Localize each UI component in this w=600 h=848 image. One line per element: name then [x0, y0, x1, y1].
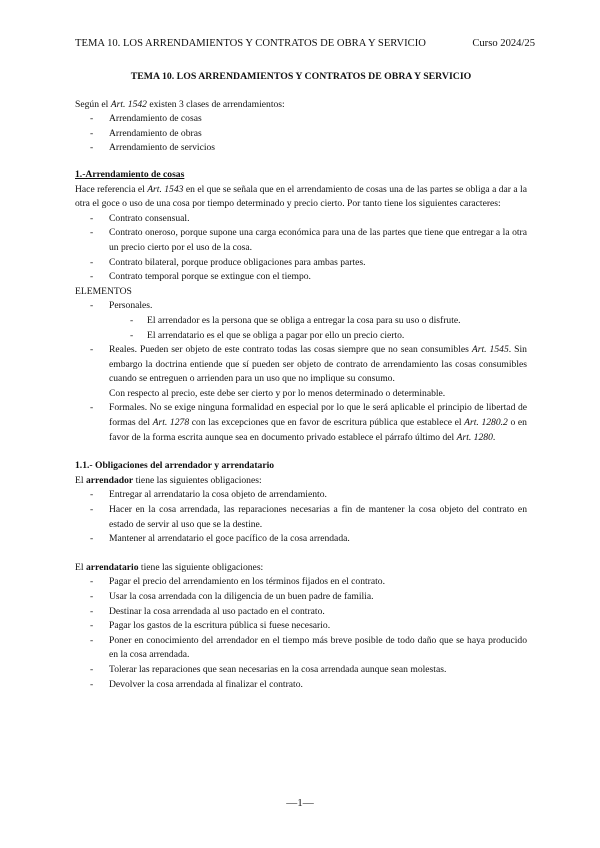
header-course: Curso 2024/25: [472, 38, 535, 49]
list-item: - Pagar el precio del arrendamiento en los términos fijados en el contrato.: [75, 575, 527, 590]
list-item-personales: [75, 299, 527, 343]
price-note: Con respecto al precio, este debe ser cierto y por lo menos determinado o determinable.: [109, 387, 446, 399]
item-text: .: [492, 431, 496, 443]
list-item: - Contrato oneroso, porque supone una carga económica para una de las partes que tiene que entregar a la otra un precio cierto por el uso de la cosa.: [75, 226, 527, 255]
intro-text: Según el: [75, 98, 111, 110]
article-ref: Art. 1542: [110, 98, 147, 110]
article-ref: Art. 1280: [456, 431, 493, 443]
document-title: TEMA 10. LOS ARRENDAMIENTOS Y CONTRATOS DE OBRA Y SERVICIO: [130, 71, 472, 82]
spacer: [75, 547, 527, 561]
page-number: —1—: [286, 797, 314, 809]
para-text: Hace referencia el: [75, 183, 148, 195]
arrendador-intro: [75, 474, 527, 489]
arrendatario-intro: [75, 561, 527, 576]
list-item: - Devolver la cosa arrendada al finalizar el contrato.: [75, 678, 527, 693]
article-ref: Art. 1545: [471, 344, 509, 356]
arrendatario-obligations-list: [75, 575, 527, 692]
item-text: Formales. No se exige ninguna formalidad en especial por lo que le será aplicable el principio de libertad de formas del: [109, 402, 527, 429]
list-item: - Arrendamiento de servicios: [75, 141, 527, 156]
bold-term: arrendatario: [85, 561, 139, 573]
list-item: - Entregar al arrendatario la cosa objeto de arrendamiento.: [75, 488, 527, 503]
article-ref: Art. 1280.2: [464, 417, 508, 429]
sub-list-item: - El arrendatario es el que se obliga a pagar por ello un precio cierto.: [75, 329, 527, 344]
list-item: - Tolerar las reparaciones que sean necesarias en la cosa arrendada aunque sean molestas.: [75, 663, 527, 678]
list-item: - Pagar los gastos de la escritura pública si fuese necesario.: [75, 619, 527, 634]
section-paragraph: [75, 183, 527, 212]
item-text-end: . Sin embargo la doctrina entiende que sí pueden ser objeto de contrato de arrendamiento las cosas consumibles cuando se entreguen o arrienden para un uso que no implique su consumo.: [109, 344, 527, 385]
intro-paragraph: [75, 98, 527, 113]
list-item: - Contrato bilateral, porque produce obligaciones para ambas partes.: [75, 256, 527, 271]
arrendador-obligations-list: [75, 488, 527, 546]
article-ref: Art. 1543: [147, 183, 184, 195]
list-item: - Hacer en la cosa arrendada, las reparaciones necesarias a fin de mantener la cosa objeto del contrato en estado de servir al uso que se la destine.: [75, 503, 527, 532]
section-heading: 1.-Arrendamiento de cosas: [75, 168, 185, 180]
item-text: Reales. Pueden ser objeto de este contrato todas las cosas siempre que no sean consumibles: [109, 344, 472, 356]
list-item: - Usar la cosa arrendada con la diligencia de un buen padre de familia.: [75, 590, 527, 605]
list-item-formales: [75, 401, 527, 445]
features-list: [75, 212, 527, 285]
article-ref: Art. 1278: [152, 417, 190, 429]
list-item: - Contrato temporal porque se extingue con el tiempo.: [75, 270, 527, 285]
lease-classes-list: [75, 112, 527, 156]
elements-label: ELEMENTOS: [75, 285, 132, 297]
para-text-end: en el que se señala que en el arrendamiento de cosas una de las partes se obliga a dar a la otra el goce o uso de una cosa por tiempo determinado y precio cierto. Por tanto tiene los siguientes caracteres:: [75, 183, 527, 210]
page-header: [75, 38, 535, 49]
elements-list: [75, 299, 527, 387]
list-item: - Poner en conocimiento del arrendador en el tiempo más breve posible de todo daño que se haya producido en la cosa arrendada.: [75, 634, 527, 663]
list-item: - Contrato consensual.: [75, 212, 527, 227]
sub-list-item: - El arrendador es la persona que se obliga a entregar la cosa para su uso o disfrute.: [75, 314, 527, 329]
list-item: - Mantener al arrendatario el goce pacífico de la cosa arrendada.: [75, 532, 527, 547]
item-text: con las excepciones que en favor de escritura pública que establece el: [189, 417, 465, 429]
list-item: - Destinar la cosa arrendada al uso pactado en el contrato.: [75, 605, 527, 620]
intro-text: El: [75, 561, 86, 573]
elements-list-cont: [75, 401, 527, 445]
document-body: [75, 70, 527, 692]
list-item: - Arrendamiento de obras: [75, 127, 527, 142]
header-title: TEMA 10. LOS ARRENDAMIENTOS Y CONTRATOS DE OBRA Y SERVICIO: [75, 38, 426, 49]
list-item: - Arrendamiento de cosas: [75, 112, 527, 127]
intro-text-end: existen 3 clases de arrendamientos:: [146, 98, 285, 110]
intro-text-end: tiene las siguiente obligaciones:: [138, 561, 264, 573]
bold-term: arrendador: [85, 474, 134, 486]
item-text: o en favor de la forma escrita aunque sea en documento privado establece el párrafo último del: [109, 417, 527, 443]
sub-list: [75, 314, 527, 343]
subsection-heading: 1.1.- Obligaciones del arrendador y arrendatario: [75, 460, 275, 472]
list-item-reales: [75, 343, 527, 387]
intro-text-end: tiene las siguientes obligaciones:: [133, 474, 262, 486]
intro-text: El: [75, 474, 86, 486]
item-text: Personales.: [109, 300, 153, 312]
